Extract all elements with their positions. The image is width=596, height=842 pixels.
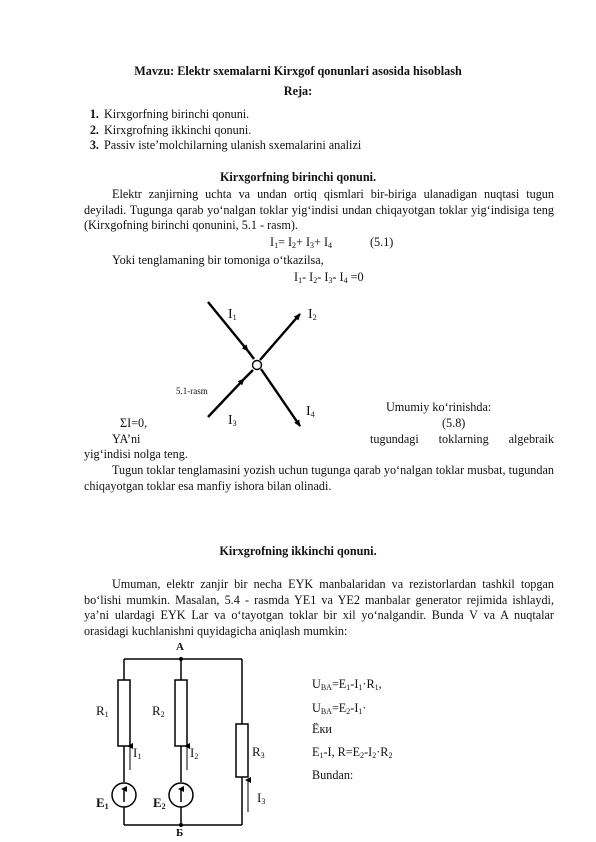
- plan-list: [64, 107, 564, 154]
- tail-line2: yig‘indisi nolga teng.: [84, 447, 188, 461]
- section2-paragraph: Umuman, elektr zanjir bir necha EYK manbalaridan va rezistorlardan tashkil topgan bo‘lishi mumkin. Masalan, 5.4 - rasmda YE1 va YE2 manbalar generator rejimida ishlaydi, ya’ni ulardagi EYK Lar va o‘tayotgan toklar bir xil yo‘nalgandir. Bunda V va A nuqtalar orasidagi kuchlanishni quyidagicha aniqlash mumkin:: [84, 577, 554, 638]
- general-form-label: Umumiy ko‘rinishda:: [386, 400, 492, 414]
- plan-item-3: 3. Passiv iste’molchilarning ulanish sxemalarini analizi: [102, 138, 564, 154]
- resistor-r3: [236, 724, 248, 777]
- bundan-word: Bundan:: [312, 768, 354, 782]
- tail-word: algebraik: [508, 432, 554, 446]
- equation-5-1-number: (5.1): [370, 235, 394, 249]
- label-r1: $R_1$: [96, 703, 109, 719]
- label-i4: $I_4$: [306, 404, 315, 419]
- tail-word: tugundagi: [370, 432, 419, 446]
- label-i1: $I_1$: [228, 307, 237, 322]
- resistor-r1: [118, 680, 130, 746]
- node-figure: [180, 292, 350, 437]
- current-i2-arrow: [260, 314, 300, 360]
- plan-item-1: 1. Kirxgorfning birinchi qonuni.: [102, 107, 564, 123]
- yani-word: YA’ni: [112, 432, 141, 446]
- figure-caption: 5.1-rasm: [176, 386, 208, 396]
- section1-title: Kirxgorfning birinchi qonuni.: [219, 170, 377, 184]
- current-i3-arrow: [208, 379, 244, 417]
- equation-5-1: $I_1= I_2+ I_3+ I_4$: [270, 235, 333, 250]
- equation-5-1-rearranged: $I_1-$ $I_2-$ $I_3-$ $I_4 =0$: [294, 270, 364, 285]
- node-a-label: A: [176, 641, 184, 653]
- circuit-figure: [90, 642, 290, 842]
- plan-item-2: 2. Kirxgrofning ikkinchi qonuni.: [102, 123, 564, 139]
- label-e2: $E_2$: [153, 795, 166, 811]
- label-circuit-i3: $I_3$: [257, 790, 266, 806]
- node-point: [253, 361, 262, 370]
- section1-paragraph2: Tugun toklar tenglamasini yozish uchun tugunga qarab yo‘nalgan toklar musbat, tugundan chiqayotgan toklar esa manfiy ishora bilan olinadi.: [84, 463, 554, 493]
- label-circuit-i1: $I_1$: [133, 745, 142, 761]
- eki-word: Ёки: [312, 722, 332, 736]
- label-r2: $R_2$: [152, 703, 165, 719]
- resistor-r2: [175, 680, 187, 746]
- equation-uba-1: $U_{BA}=E_1-I_1\cdot R_1$,: [312, 677, 382, 692]
- label-circuit-i2: $I_2$: [190, 745, 199, 761]
- equation-uba-2: $U_{BA}=E_2-I_1\cdot$: [312, 701, 367, 716]
- tail-word: toklarning: [438, 432, 489, 446]
- label-r3: $R_3$: [252, 744, 265, 760]
- label-e1: $E_1$: [96, 795, 109, 811]
- section1-paragraph: Elektr zanjirning uchta va undan ortiq qismlari bir-biriga ulanadigan nuqtasi tugun deyiladi. Tugunga qarab yo‘nalgan toklar yig‘indisi undan chiqayotgan toklar yig‘indisiga teng (Kirxgofning birinchi qonunini, 5.1 - rasm).: [84, 187, 554, 233]
- plan-title: Reja:: [283, 84, 313, 98]
- label-i3: $I_3$: [228, 413, 237, 428]
- topic-title: Mavzu: Elektr sxemalarni Kirxgof qonunlari asosida hisoblash: [134, 64, 462, 78]
- node-b-label: Б: [176, 827, 184, 839]
- tail-words: [370, 432, 554, 448]
- current-i4-arrow: [261, 369, 300, 426]
- equation-5-8-number: (5.8): [442, 416, 466, 430]
- section2-title: Kirxgrofning ikkinchi qonuni.: [219, 544, 377, 558]
- equation-combined: $E_1-I$, $R=E_2-I_2\cdot R_2$: [312, 745, 393, 760]
- label-i2: $I_2$: [308, 307, 317, 322]
- sum-equation: ΣI=0,: [120, 416, 148, 430]
- section1-line2: Yoki tenglamaning bir tomoniga o‘tkazilsa,: [112, 253, 324, 267]
